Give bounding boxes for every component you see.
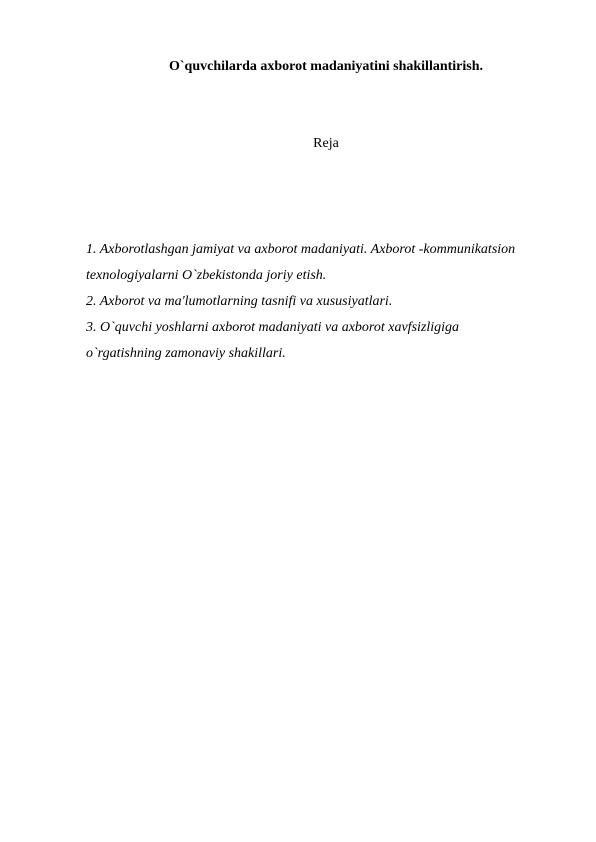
plan-line: o`rgatishning zamonaviy shakillari.	[86, 346, 286, 361]
plan-heading: Reja	[313, 136, 339, 151]
plan-line: texnologiyalarni O`zbekistonda joriy etish.	[86, 268, 327, 283]
plan-line: 3. O`quvchi yoshlarni axborot madaniyati va axborot xavfsizligiga	[86, 320, 460, 335]
document-title: O`quvchilarda axborot madaniyatini shakillantirish.	[168, 59, 484, 74]
plan-line: 1. Axborotlashgan jamiyat va axborot madaniyati. Axborot -kommunikatsion	[86, 242, 516, 257]
plan-line: 2. Axborot va ma'lumotlarning tasnifi va xususiyatlari.	[86, 294, 393, 309]
plan-list	[86, 237, 566, 367]
